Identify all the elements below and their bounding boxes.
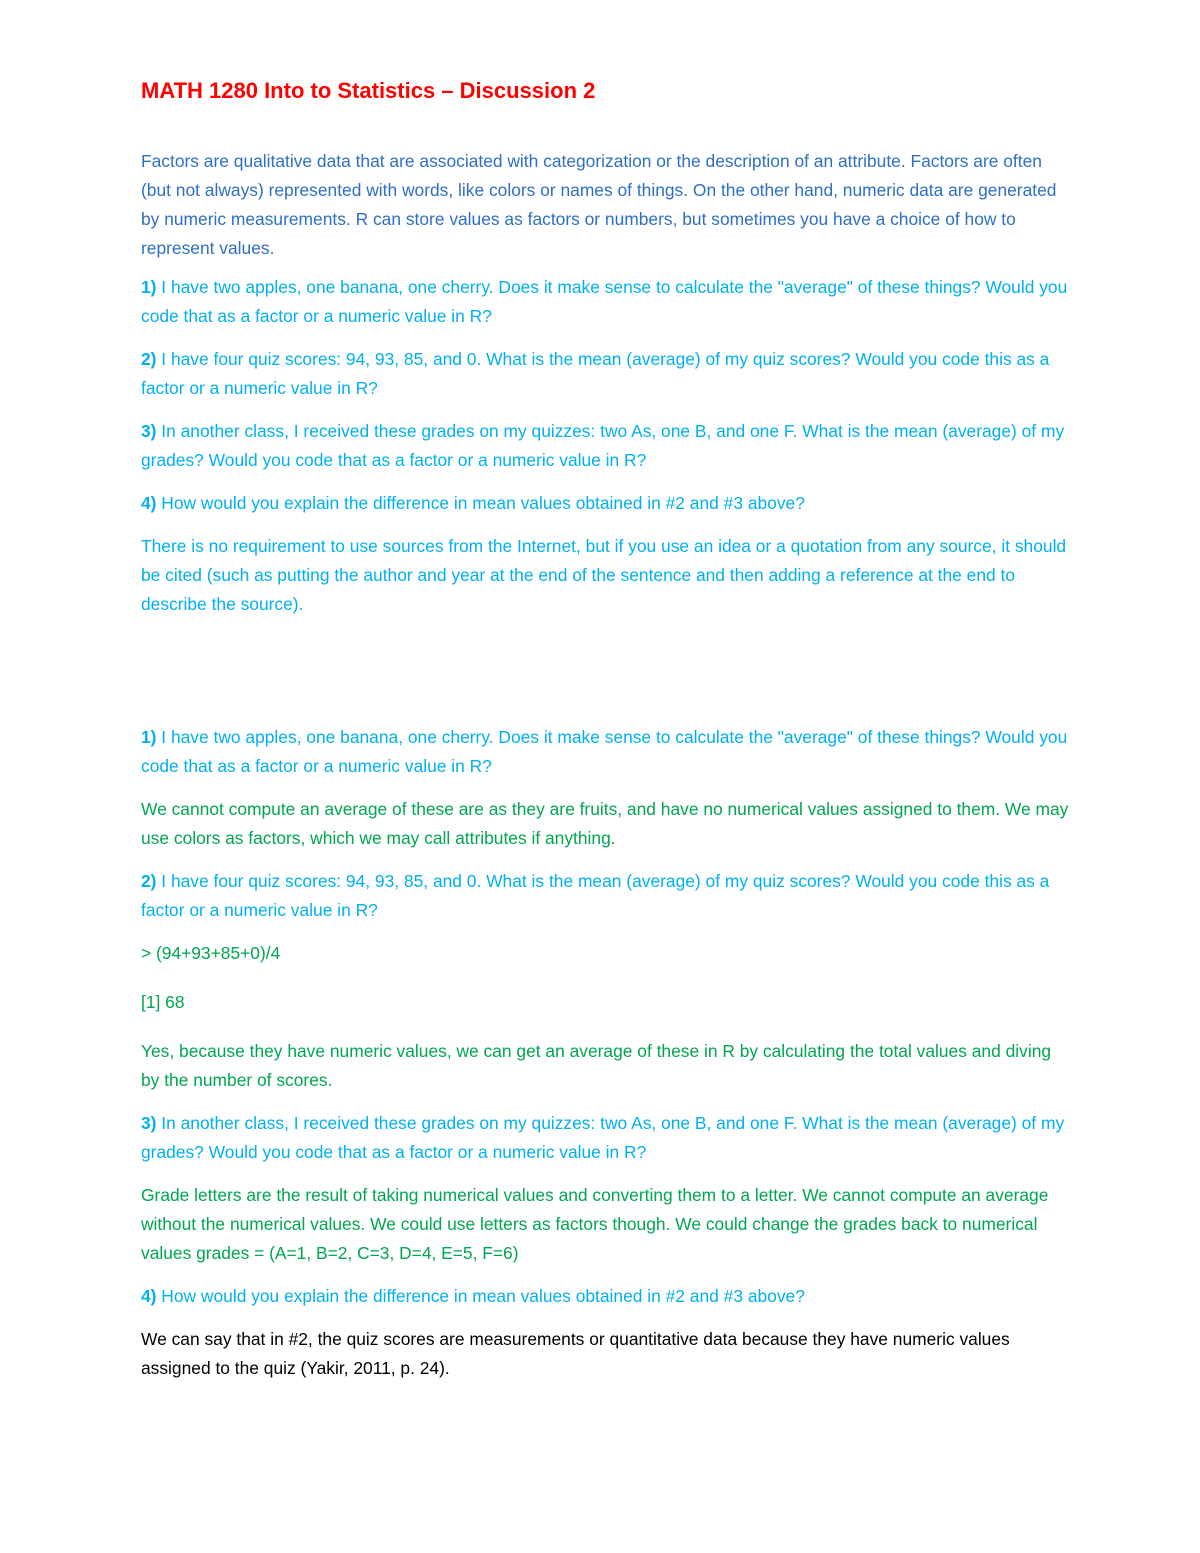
question-number: 2) — [141, 871, 157, 891]
answer-question-2 — [141, 867, 1070, 925]
question-number: 1) — [141, 727, 157, 747]
question-text: I have four quiz scores: 94, 93, 85, and 0. What is the mean (average) of my quiz scores? Would you code this as a factor or a numeric value in R? — [141, 349, 1050, 398]
question-text: In another class, I received these grades on my quizzes: two As, one B, and one F. What is the mean (average) of my grades? Would you code that as a factor or a numeric value in R? — [141, 1113, 1065, 1162]
question-text: How would you explain the difference in mean values obtained in #2 and #3 above? — [156, 493, 805, 513]
answer-question-4 — [141, 1282, 1070, 1311]
document-title: MATH 1280 Into to Statistics – Discussion 2 — [141, 78, 596, 103]
question-text: I have two apples, one banana, one cherry. Does it make sense to calculate the "average" of these things? Would you code that as a factor or a numeric value in R? — [141, 727, 1068, 776]
question-number: 1) — [141, 277, 157, 297]
question-text: In another class, I received these grades on my quizzes: two As, one B, and one F. What is the mean (average) of my grades? Would you code that as a factor or a numeric value in R? — [141, 421, 1065, 470]
answer-question-1 — [141, 723, 1070, 781]
question-number: 2) — [141, 349, 157, 369]
answer-4: We can say that in #2, the quiz scores are measurements or quantitative data because they have numeric values assigned to the quiz (Yakir, 2011, p. 24). — [141, 1329, 1010, 1378]
question-3 — [141, 417, 1070, 475]
question-number: 3) — [141, 1113, 157, 1133]
answer-3: Grade letters are the result of taking numerical values and converting them to a letter. We cannot compute an average without the numerical values. We could use letters as factors though. We could change the grades back to numerical values grades = (A=1, B=2, C=3, D=4, E=5, F=6) — [141, 1185, 1049, 1263]
question-number: 4) — [141, 493, 157, 513]
intro-paragraph: Factors are qualitative data that are associated with categorization or the description of an attribute. Factors are often (but not always) represented with words, like colors or names of things. On the other hand, numeric data are generated by numeric measurements. R can store values as factors or numbers, but sometimes you have a choice of how to represent values. — [141, 151, 1057, 258]
spacer — [141, 633, 1070, 723]
question-number: 4) — [141, 1286, 157, 1306]
answer-2: Yes, because they have numeric values, we can get an average of these in R by calculating the total values and diving by the number of scores. — [141, 1041, 1052, 1090]
question-1 — [141, 273, 1070, 331]
question-text: I have two apples, one banana, one cherry. Does it make sense to calculate the "average" of these things? Would you code that as a factor or a numeric value in R? — [141, 277, 1068, 326]
question-number: 3) — [141, 421, 157, 441]
r-command: > (94+93+85+0)/4 — [141, 943, 281, 963]
sources-note: There is no requirement to use sources from the Internet, but if you use an idea or a quotation from any source, it should be cited (such as putting the author and year at the end of the sentence and then adding a reference at the end to describe the source). — [141, 536, 1067, 614]
question-text: I have four quiz scores: 94, 93, 85, and 0. What is the mean (average) of my quiz scores? Would you code this as a factor or a numeric value in R? — [141, 871, 1050, 920]
question-text: How would you explain the difference in mean values obtained in #2 and #3 above? — [156, 1286, 805, 1306]
question-4 — [141, 489, 1070, 518]
r-output: [1] 68 — [141, 992, 185, 1012]
answer-1: We cannot compute an average of these are as they are fruits, and have no numerical values assigned to them. We may use colors as factors, which we may call attributes if anything. — [141, 799, 1069, 848]
question-2 — [141, 345, 1070, 403]
answer-question-3 — [141, 1109, 1070, 1167]
